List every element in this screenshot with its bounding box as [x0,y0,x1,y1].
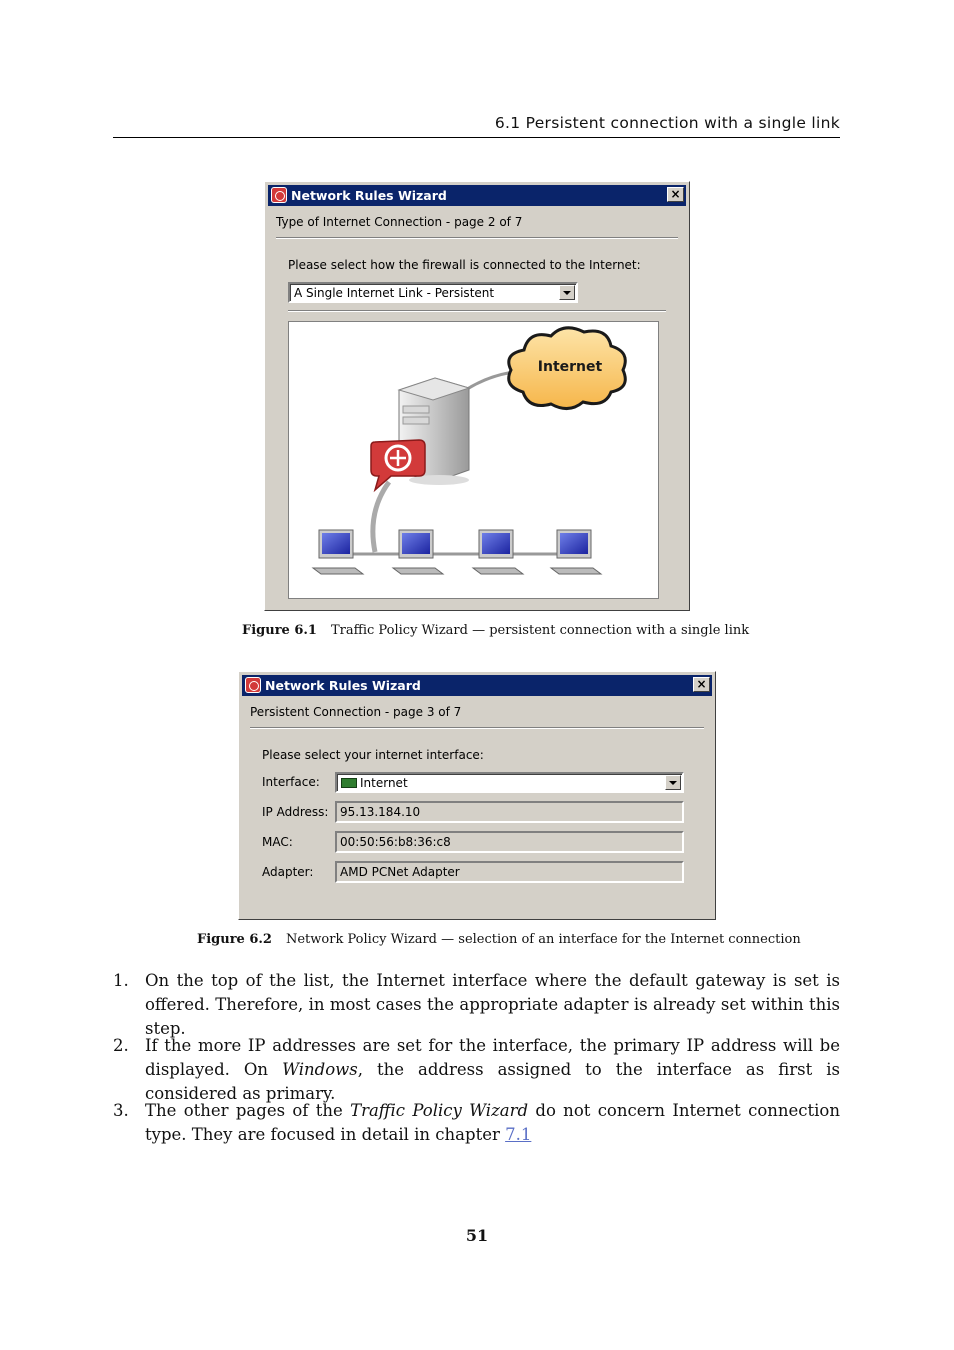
interface-value-text: Internet [360,776,408,790]
dropdown-arrow-icon[interactable] [665,775,681,790]
app-icon [245,677,261,693]
caption-label: Figure 6.2 [197,932,272,947]
close-button[interactable] [693,677,710,692]
list-item-text [145,1034,840,1106]
workstation-icon [393,530,443,574]
list-item-number: 2. [113,1036,129,1055]
app-icon [271,187,287,203]
network-diagram-panel [288,321,659,599]
page-heading: Type of Internet Connection - page 2 of 7 [276,215,523,229]
workstation-icon [473,530,523,574]
header-rule [113,137,840,138]
chapter-link[interactable]: 7.1 [505,1125,532,1144]
caption-text: Traffic Policy Wizard — persistent connection with a single link [330,623,750,638]
separator [288,310,666,312]
dialog-title: Network Rules Wizard [291,188,447,203]
interface-label: Interface: [262,775,320,789]
separator [250,727,704,729]
mac-value: 00:50:56:b8:36:c8 [340,835,451,849]
numbered-list [113,969,840,1159]
network-rules-wizard-dialog-page3 [238,671,716,920]
page-number: 51 [465,1226,489,1245]
emphasis-windows: Windows [282,1060,358,1079]
ip-address-field [335,801,684,823]
close-icon: × [670,187,681,201]
cloud-label: Internet [537,359,603,375]
internet-cloud-icon [509,328,626,409]
network-diagram [289,322,658,598]
ip-address-label: IP Address: [262,805,329,819]
close-button[interactable] [667,187,684,202]
workstation-icon [551,530,601,574]
page-heading: Persistent Connection - page 3 of 7 [250,705,462,719]
connection-type-select[interactable] [288,282,578,303]
list-item-text: On the top of the list, the Internet interface where the default gateway is set is offered. Therefore, in most cases the appropriate adapter is already set within this step. [145,971,840,1038]
mac-field [335,831,684,853]
dialog-title: Network Rules Wizard [265,678,421,693]
network-rules-wizard-dialog-page2 [264,181,690,611]
emphasis-traffic-policy-wizard: Traffic Policy Wizard [350,1101,529,1120]
connection-type-value: A Single Internet Link - Persistent [294,286,495,300]
mac-label: MAC: [262,835,293,849]
caption-label: Figure 6.1 [242,623,317,638]
adapter-field [335,861,684,883]
interface-prompt: Please select your internet interface: [262,748,484,762]
list-item-text [145,1099,840,1147]
title-bar[interactable] [268,185,686,206]
text-run: , the address assigned to the interface as first is considered as primary. [145,1060,840,1103]
close-icon: × [696,677,707,691]
dropdown-arrow-icon[interactable] [559,285,575,300]
interface-select[interactable] [335,772,684,793]
title-bar[interactable] [242,675,712,696]
adapter-value: AMD PCNet Adapter [340,865,460,879]
separator [276,237,678,239]
figure-caption-6-2 [197,932,801,947]
connection-prompt: Please select how the firewall is connected to the Internet: [288,258,641,272]
list-item-number: 3. [113,1101,129,1120]
adapter-label: Adapter: [262,865,314,879]
text-run: do not concern Internet connection type. They are focused in detail in chapter [145,1101,840,1144]
router-to-lan-cable [373,482,389,552]
text-run: The other pages of the [145,1101,351,1120]
ip-address-value: 95.13.184.10 [340,805,421,819]
caption-text: Network Policy Wizard — selection of an interface for the Internet connection [285,932,801,947]
list-item-number: 1. [113,971,129,990]
running-header: 6.1 Persistent connection with a single link [494,114,840,132]
figure-caption-6-1 [242,623,749,638]
text-run: If the more IP addresses are set for the interface, the primary IP address will be displayed. On [145,1036,840,1079]
workstation-icon [313,530,363,574]
interface-value [341,776,408,790]
network-card-icon [341,778,357,788]
